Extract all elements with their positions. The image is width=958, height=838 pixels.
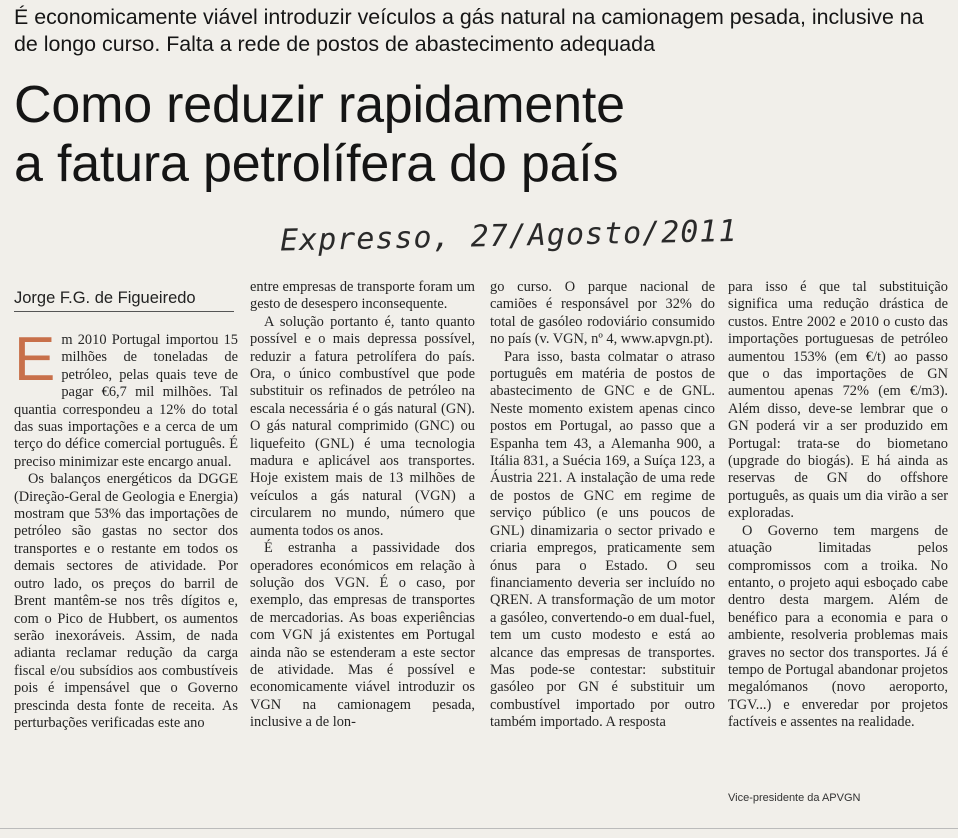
paragraph: Em 2010 Portugal importou 15 milhões de toneladas de petróleo, pelas quais teve de pagar €6,7 mil milhões. Tal quantia correspondeu a 12% do total das suas importações e a cerca de um terço do défice comercial português. É preciso minimizar este encargo anual. [14, 325, 238, 470]
column-3 [490, 279, 715, 732]
article-subheading: É economicamente viável introduzir veículos a gás natural na camionagem pesada, inclusive na de longo curso. Falta a rede de postos de abastecimento adequada [14, 5, 924, 56]
column-4 [728, 279, 948, 732]
column-1 [14, 325, 238, 732]
handwritten-source-note: Expresso, 27/Agosto/2011 [279, 213, 738, 259]
author-title: Vice-presidente da APVGN [728, 792, 861, 804]
page-bottom-rule [0, 828, 958, 829]
author-byline: Jorge F.G. de Figueiredo [14, 289, 196, 307]
headline-line-2: a fatura petrolífera do país [14, 135, 619, 193]
paragraph: para isso é que tal substituição significa uma redução drástica de custos. Entre 2002 e 2010 o custo das importações portuguesas de petróleo aumentou 153% (em €/t) ao passo que o das importações de GN aumentou apenas 72% (em €/m3). Além disso, deve-se lembrar que o GN poderá vir a ser produzido em Portugal: trata-se do biometano (upgrade do biogás). E há ainda as reservas de GN do offshore português, as quais um dia virão a ser exploradas. [728, 279, 948, 522]
paragraph: go curso. O parque nacional de camiões é responsável por 32% do total de gasóleo rodoviário consumido no país (v. VGN, nº 4, www.apvgn.pt). [490, 279, 715, 348]
paragraph: O Governo tem margens de atuação limitadas pelos compromissos com a troika. No entanto, o projeto aqui esboçado cabe dentro desta margem. Além de benéfico para a economia e para o ambiente, resolveria problemas mais graves no sector dos transportes. Já é tempo de Portugal abandonar projetos megalómanos (novo aeroporto, TGV...) e enveredar por projetos factíveis e assentes na realidade. [728, 522, 948, 731]
column-2 [250, 279, 475, 732]
paragraph: É estranha a passividade dos operadores económicos em relação à solução dos VGN. É o caso, por exemplo, das empresas de transportes de mercadorias. As boas experiências com VGN já existentes em Portugal ainda não se estenderam a este sector de atividade. Mas é possível e economicamente viável introduzir os VGN na camionagem pesada, inclusive a de lon- [250, 540, 475, 731]
byline-divider [14, 311, 234, 312]
paragraph: A solução portanto é, tanto quanto possível e o mais depressa possível, reduzir a fatura petrolífera do país. Ora, o único combustível que pode substituir os refinados de petróleo na escala necessária é o gás natural (GN). O gás natural comprimido (GNC) ou liquefeito (GNL) é uma tecnologia madura e aplicável aos transportes. Hoje existem mais de 13 milhões de veículos a gás natural (VGN) a circularem no mundo, número que aumenta todos os anos. [250, 313, 475, 539]
paragraph: Para isso, basta colmatar o atraso português em matéria de postos de abastecimento de GNC e de GNL. Neste momento existem apenas cinco postos em Portugal, ao passo que a Espanha tem 43, a Alemanha 900, a Itália 831, a Suécia 169, a Suíça 123, a Áustria 221. A instalação de uma rede de postos de GNC em regime de serviço público (e uns poucos de GNL) dinamizaria o sector privado e criaria empregos, praticamente sem ónus para o Estado. O seu financiamento deveria ser incluído no QREN. A transformação de um motor a gasóleo, convertendo-o em dual-fuel, tem um custo modesto e está ao alcance das empresas de transportes. Mas pode-se contestar: substituir gasóleo por GN é substituir um combustível importado por outro também importado. A resposta [490, 348, 715, 731]
headline-line-1: Como reduzir rapidamente [14, 76, 625, 134]
drop-cap: E [14, 325, 56, 394]
paragraph: entre empresas de transporte foram um gesto de desespero inconsequente. [250, 279, 475, 313]
article-headline [14, 76, 944, 194]
paragraph: Os balanços energéticos da DGGE (Direção-Geral de Geologia e Energia) mostram que 53% das importações de petróleo são gastas no sector dos transportes e o restante em todos os demais sectores de atividade. Por outro lado, os preços do barril de Brent mantêm-se nos três dígitos e, com o Pico de Hubbert, os aumentos serão inexoráveis. Assim, de nada adianta reclamar redução da carga fiscal e/ou subsídios aos combustíveis pois é impensável que o Governo prescinda desta fonte de receita. As perturbações verificadas este ano [14, 471, 238, 731]
